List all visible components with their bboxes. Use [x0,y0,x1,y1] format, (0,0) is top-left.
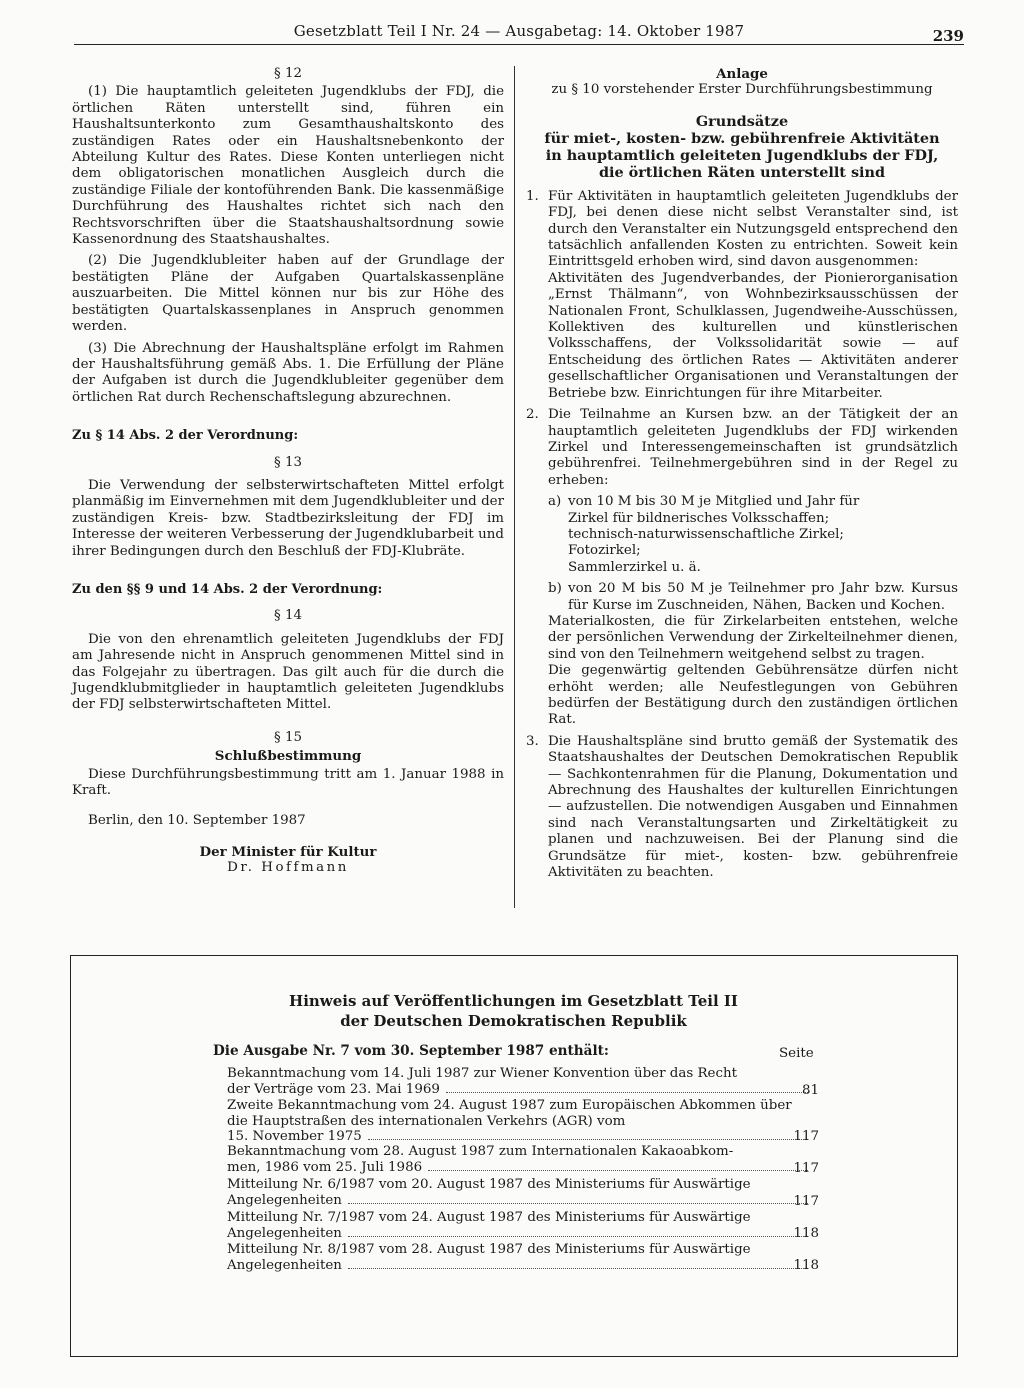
section-12-paragraph-2: (2) Die Jugendklubleiter haben auf der Grundlage der bestätigten Pläne der Aufgaben Quartalskassenpläne auszuarbeiten. Die Mittel können nur bis zur Höhe des bestätigten Quartalskassenplanes in Anspruch genommen werden. [72,253,504,335]
reference-heading-1: Zu § 14 Abs. 2 der Verordnung: [72,428,299,444]
annex-heading-line: Grundsätze [695,112,789,130]
list-item-text: Für Aktivitäten in hauptamtlich geleiteten Jugendklubs der FDJ, bei denen diese nicht selbst Veranstalter sind, ist durch den Veranstalter ein Nutzungsgeld entsprechend den tatsächlich anfallenden Kosten zu entrichten. Soweit kein Eintrittsgeld erhoben wird, sind davon ausgenommen: [548,188,958,270]
notice-entry-text: Angelegenheiten [227,1225,342,1241]
notice-entry-text: Mitteilung Nr. 7/1987 vom 24. August 1987 des Ministeriums für Auswärtige [227,1210,751,1225]
publication-notice-box [70,955,958,1357]
notice-entry-text: men, 1986 vom 25. Juli 1986 [227,1159,423,1175]
left-column [72,64,504,877]
issue-line: Die Ausgabe Nr. 7 vom 30. September 1987 enthält: [213,1043,609,1059]
annex-label: Anlage [716,66,768,82]
leader-dots [348,1268,808,1269]
notice-entry-page: 117 [793,1129,819,1144]
notice-entry-page: 118 [793,1258,819,1273]
section-12-paragraph-3: (3) Die Abrechnung der Haushaltspläne erfolgt im Rahmen der Haushaltsführung gemäß Abs. 1. Die Erfüllung der Pläne der Aufgaben ist durch die Jugendklubleiter gegenüber dem örtlichen Rat durch Rechenschaftslegung abzurechnen. [72,340,504,405]
leader-dots [348,1236,808,1237]
annex-heading [526,113,958,181]
sub-item-label: a) [548,494,562,510]
sub-item-a [548,494,958,576]
signer-title: Der Minister für Kultur [199,843,377,860]
leader-dots [446,1092,808,1093]
list-item-text: Aktivitäten des Jugendverbandes, der Pionierorganisation „Ernst Thälmann“, von Wohnbezirksausschüssen der Nationalen Front, Schulklassen, Jugendweihe-Ausschüssen, Kollektiven des kulturellen und künstlerischen Volksschaffens, der Volkssolidarität sowie — auf Entscheidung des örtlichen Rates — Aktivitäten anderer gesellschaftlicher Organisationen und Veranstaltungen der Betriebe bzw. Einrichtungen für ihre Mitarbeiter. [548,270,958,401]
place-and-date: Berlin, den 10. September 1987 [88,813,306,829]
annex-reference: zu § 10 vorstehender Erster Durchführungsbestimmung [551,82,933,98]
notice-entry [227,1242,812,1273]
list-item-2 [526,407,958,729]
signer-name: Dr. Hoffmann [227,860,349,876]
list-item-3 [526,734,958,882]
header-title: Gesetzblatt Teil I Nr. 24 — Ausgabetag: 14. Oktober 1987 [293,22,745,40]
section-14-paragraph: Die von den ehrenamtlich geleiteten Jugendklubs der FDJ am Jahresende nicht in Anspruch genommenen Mittel sind in das Folgejahr zu übertragen. Das gilt auch für die durch die Jugendklubmitglieder in hauptamtlich geleiteten Jugendklubs der FDJ selbsterwirtschafteten Mittel. [72,631,504,713]
section-12-title: § 12 [274,66,302,81]
notice-entry-text: der Verträge vom 23. Mai 1969 [227,1081,440,1097]
list-item-text: Die gegenwärtig geltenden Gebührensätze dürfen nicht erhöht werden; alle Neufestlegungen von Gebühren bedürfen der Bestätigung durch den zuständigen örtlichen Rat. [548,663,958,728]
sub-item-b [548,581,958,614]
notice-entry-page: 81 [801,1083,819,1098]
sub-item-text: von 20 M bis 50 M je Teilnehmer pro Jahr bzw. Kursus für Kurse im Zuschneiden, Nähen, Backen und Kochen. [568,581,958,613]
page-number: 239 [932,27,964,45]
notice-entry-page: 118 [793,1226,819,1241]
notice-entry [227,1066,812,1097]
sub-item-line: Zirkel für bildnerisches Volksschaffen; [568,510,830,526]
notice-title [71,991,956,1031]
column-divider [514,66,515,908]
sub-item-line: von 10 M bis 30 M je Mitglied und Jahr für [568,494,860,510]
leader-dots [348,1203,808,1204]
notice-title-line: der Deutschen Demokratischen Republik [340,1012,687,1030]
section-13-title: § 13 [274,454,302,470]
page-column-label: Seite [779,1046,814,1061]
notice-entry-text: Bekanntmachung vom 14. Juli 1987 zur Wiener Konvention über das Recht [227,1066,737,1081]
notice-entry-text: Zweite Bekanntmachung vom 24. August 1987 zum Europäischen Abkommen über die Hauptstraßen des internationalen Verkehrs (AGR) vom [227,1098,792,1129]
list-item-text: Materialkosten, die für Zirkelarbeiten entstehen, welche der persönlichen Verwendung der Zirkelteilnehmer dienen, sind von den Teilnehmern weitgehend selbst zu tragen. [548,613,958,662]
notice-entry-text: Angelegenheiten [227,1192,342,1208]
notice-entry [227,1144,812,1175]
notice-entry-text: 15. November 1975 [227,1129,362,1144]
notice-entry-text: Mitteilung Nr. 8/1987 vom 28. August 1987 des Ministeriums für Auswärtige [227,1242,751,1257]
notice-entry-text: Angelegenheiten [227,1257,342,1273]
leader-dots [428,1170,808,1171]
sub-item-line: technisch-naturwissenschaftliche Zirkel; [568,526,844,542]
notice-entry-text: Bekanntmachung vom 28. August 1987 zum Internationalen Kakaoabkom- [227,1144,734,1159]
reference-heading-2: Zu den §§ 9 und 14 Abs. 2 der Verordnung: [72,581,383,597]
notice-title-line: Hinweis auf Veröffentlichungen im Gesetzblatt Teil II [289,992,738,1010]
list-item-text: Die Haushaltspläne sind brutto gemäß der Systematik des Staatshaushaltes der Deutschen Demokratischen Republik — Sachkontenrahmen für die Planung, Dokumentation und Abrechnung des Haushaltes der kulturellen Einrichtungen — aufzustellen. Die notwendigen Ausgaben und Einnahmen sind nach Veranstaltungsarten und Zirkeltätigkeit zu planen und nachzuweisen. Bei der Planung sind die Grundsätze für miet-, kosten- bzw. gebührenfreie Aktivitäten zu beachten. [548,733,958,881]
section-15-title: § 15 [274,729,302,745]
section-14-title: § 14 [274,608,302,624]
annex-heading-line: die örtlichen Räten unterstellt sind [598,163,886,181]
list-item-1 [526,189,958,402]
notice-entry [227,1177,812,1208]
page-header [74,22,964,45]
sub-item-line: Sammlerzirkel u. ä. [568,559,701,575]
right-column [526,66,958,881]
annex-heading-line: für miet-, kosten- bzw. gebührenfreie Aktivitäten [544,129,940,147]
leader-dots [368,1139,808,1140]
notice-entry-page: 117 [793,1161,819,1176]
list-item-number: 2. [526,407,539,423]
sub-item-label: b) [548,581,562,597]
list-item-number: 1. [526,188,539,204]
notice-entry-page: 117 [793,1194,819,1209]
list-item-text: Die Teilnahme an Kursen bzw. an der Tätigkeit der an hauptamtlich geleiteten Jugendklubs der FDJ wirkenden Zirkel und Interessengemeinschaften ist grundsätzlich gebührenfrei. Teilnehmergebühren sind in der Regel zu erheben: [548,407,958,488]
notice-entry [227,1098,812,1145]
sub-item-line: Fotozirkel; [568,543,641,559]
section-15-paragraph: Diese Durchführungsbestimmung tritt am 1. Januar 1988 in Kraft. [72,766,504,799]
notice-entry-text: Mitteilung Nr. 6/1987 vom 20. August 1987 des Ministeriums für Auswärtige [227,1177,751,1192]
section-12-paragraph-1: (1) Die hauptamtlich geleiteten Jugendklubs der FDJ, die örtlichen Räten unterstellt sind, führen ein Haushaltsunterkonto zum Gesamthaushaltskonto des zuständigen Rates oder ein Haushaltsnebenkonto der Abteilung Kultur des Rates. Diese Konten unterliegen nicht dem obligatorischen monatlichen Ausgleich durch die zuständige Filiale der kontoführenden Bank. Die kassenmäßige Durchführung des Haushaltes richtet sich nach den Rechtsvorschriften über die Staatshaushaltsordnung sowie Kassenordnung des Staatshaushaltes. [72,84,504,248]
list-item-number: 3. [526,733,539,749]
section-13-paragraph: Die Verwendung der selbsterwirtschafteten Mittel erfolgt planmäßig im Einvernehmen mit dem Jugendklubleiter und der zuständigen Kreis- bzw. Stadtbezirksleitung der FDJ im Interesse der weiteren Verbesserung der Jugendklubarbeit und ihrer Bedingungen durch den Beschluß der FDJ-Klubräte. [72,477,504,559]
section-15-subtitle: Schlußbestimmung [214,748,362,765]
notice-entry [227,1210,812,1241]
annex-heading-line: in hauptamtlich geleiteten Jugendklubs der FDJ, [545,146,939,164]
